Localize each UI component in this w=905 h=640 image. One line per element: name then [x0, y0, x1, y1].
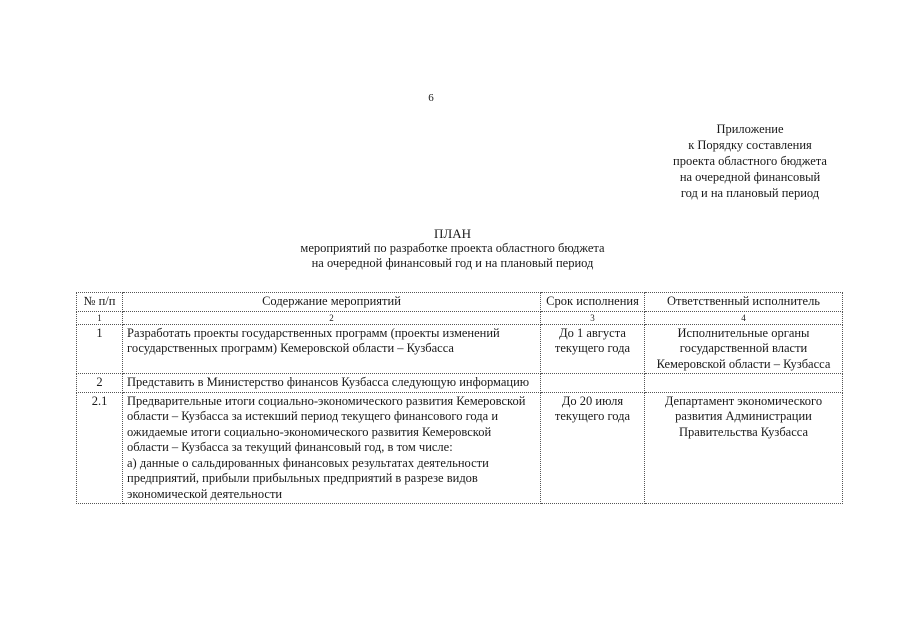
document-title: ПЛАН — [434, 226, 471, 241]
row-responsible — [645, 374, 843, 393]
column-index: 1 — [77, 311, 123, 324]
header-responsible: Ответственный исполнитель — [645, 293, 843, 312]
table-row — [77, 374, 843, 393]
plan-table — [76, 292, 843, 504]
row-deadline — [541, 374, 645, 393]
row-responsible: Исполнительные органы государственной власти Кемеровской области – Кузбасса — [645, 324, 843, 374]
row-content-main: Предварительные итоги социально-экономического развития Кемеровской области – Кузбасса за истекший период текущего финансового года и ожидаемые итоги социально-экономического развития Кемеровской области – Кузбасса за текущий финансовый год, в том числе: — [127, 393, 526, 454]
header-deadline: Срок исполнения — [541, 293, 645, 312]
row-num: 2 — [77, 374, 123, 393]
column-index: 3 — [541, 311, 645, 324]
header-num: № п/п — [77, 293, 123, 312]
appendix-line: год и на плановый период — [680, 186, 820, 200]
row-deadline: До 1 августа текущего года — [541, 324, 645, 374]
appendix-block — [640, 121, 860, 201]
table-header-row — [77, 293, 843, 312]
appendix-line: к Порядку составления — [688, 138, 812, 152]
document-subtitle — [0, 241, 905, 271]
row-content: Представить в Министерство финансов Кузбасса следующую информацию — [123, 374, 541, 393]
row-num: 2.1 — [77, 392, 123, 504]
table-row — [77, 324, 843, 374]
column-index: 4 — [645, 311, 843, 324]
row-deadline: До 20 июля текущего года — [541, 392, 645, 504]
row-content: Разработать проекты государственных программ (проекты изменений государственных программ) Кемеровской области – Кузбасса — [123, 324, 541, 374]
column-index-row — [77, 311, 843, 324]
row-responsible: Департамент экономического развития Администрации Правительства Кузбасса — [645, 392, 843, 504]
appendix-line: на очередной финансовый — [679, 170, 821, 184]
column-index: 2 — [123, 311, 541, 324]
subtitle-line: мероприятий по разработке проекта областного бюджета — [300, 241, 605, 255]
subtitle-line: на очередной финансовый год и на плановый период — [311, 256, 594, 270]
appendix-line: Приложение — [716, 122, 784, 136]
appendix-line: проекта областного бюджета — [673, 154, 827, 168]
header-content: Содержание мероприятий — [123, 293, 541, 312]
table-row — [77, 392, 843, 504]
row-num: 1 — [77, 324, 123, 374]
page-number: 6 — [428, 92, 434, 104]
row-content-extra: а) данные о сальдированных финансовых результатах деятельности предприятий, прибыли прибыльных предприятий в разрезе видов экономической деятельности — [127, 455, 489, 501]
row-content — [123, 392, 541, 504]
